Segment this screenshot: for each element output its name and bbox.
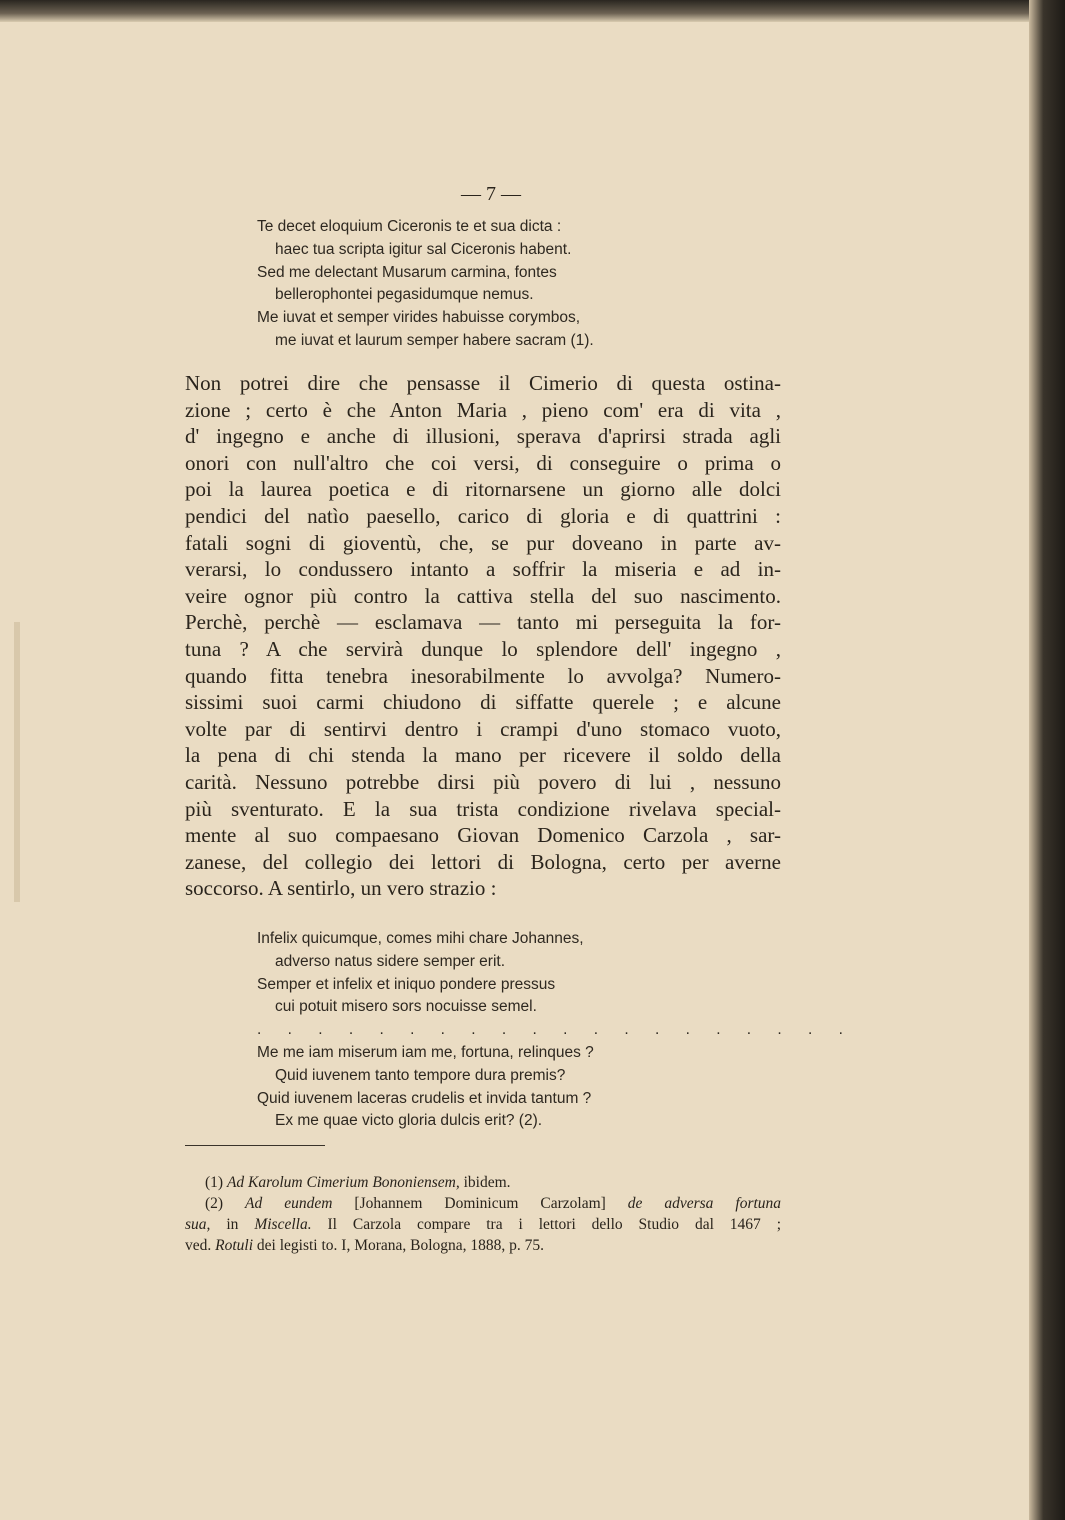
scan-right-edge: [1029, 0, 1065, 1520]
text-line: mente al suo compaesano Giovan Domenico Carzola , sar-: [185, 823, 781, 848]
footnote-text: [Johannem Dominicum Carzolam]: [354, 1195, 606, 1212]
verse-line: Quid iuvenem laceras crudelis et invida tantum ?: [257, 1089, 592, 1107]
text-line: soccorso. A sentirlo, un vero strazio :: [185, 876, 497, 901]
verse-line: adverso natus sidere semper erit.: [275, 952, 506, 970]
verse-block-2: [257, 928, 854, 1133]
footnote-text: in: [226, 1216, 239, 1233]
text-line: tuna ? A che servirà dunque lo splendore dell' ingegno ,: [185, 636, 781, 661]
text-line: veire ognor più contro la cattiva stella del suo nascimento.: [185, 583, 781, 608]
verse-block-1: [257, 216, 594, 353]
footnote-2: [185, 1193, 781, 1214]
text-line: quando fitta tenebra inesorabilmente lo avvolga? Numero-: [185, 663, 781, 688]
text-line: pendici del natìo paesello, carico di gloria e di quattrini :: [185, 503, 781, 528]
verse-line: Ex me quae victo gloria dulcis erit? (2).: [275, 1112, 543, 1130]
footnote-2-line-3: [185, 1235, 781, 1256]
text-line: la pena di chi stenda la mano per ricevere il soldo della: [185, 743, 781, 768]
verse-line: Me me iam miserum iam me, fortuna, relinques ?: [257, 1043, 594, 1061]
footnote-1: [185, 1172, 781, 1193]
verse-line: Te decet eloquium Ciceronis te et sua dicta :: [257, 218, 562, 235]
verse-line: Sed me delectant Musarum carmina, fontes: [257, 263, 557, 281]
footnote-mark: (1): [205, 1174, 224, 1191]
scan-top-edge: [0, 0, 1065, 22]
footnote-source: Miscella.: [254, 1216, 312, 1233]
verse-line: Quid iuvenem tanto tempore dura premis?: [275, 1066, 566, 1084]
body-paragraph: [185, 370, 781, 902]
footnotes: [185, 1172, 781, 1256]
text-line: zanese, del collegio dei lettori di Bologna, certo per averne: [185, 849, 781, 874]
text-line: verarsi, lo condussero intanto a soffrir la miseria e ad in-: [185, 557, 781, 582]
text-line: Perchè, perchè — esclamava — tanto mi perseguita la for-: [185, 610, 781, 635]
footnote-title: Ad eundem: [245, 1195, 333, 1212]
footnote-title: sua,: [185, 1216, 211, 1233]
footnote-text: dei legisti to. I, Morana, Bologna, 1888, p. 75.: [256, 1237, 545, 1254]
footnote-separator: [185, 1145, 325, 1146]
text-line: d' ingegno e anche di illusioni, sperava d'aprirsi strada agli: [185, 424, 781, 449]
text-line: più sventurato. E la sua trista condizione rivelava special-: [185, 796, 781, 821]
text-line: carità. Nessuno potrebbe dirsi più povero di lui , nessuno: [185, 769, 781, 794]
text-line: sissimi suoi carmi chiudono di siffatte querele ; e alcune: [185, 690, 781, 715]
footnote-title: de adversa fortuna: [627, 1195, 782, 1212]
footnote-text: ibidem.: [463, 1174, 511, 1191]
verse-line: haec tua scripta igitur sal Ciceronis habent.: [275, 240, 572, 258]
text-line: Non potrei dire che pensasse il Cimerio di questa ostina-: [185, 371, 781, 395]
text-line: volte par di sentirvi dentro i crampi d'uno stomaco vuoto,: [185, 716, 781, 741]
verse-line: bellerophontei pegasidumque nemus.: [275, 286, 534, 304]
binding-gutter: [14, 622, 20, 902]
footnote-text: Il Carzola compare tra i lettori dello Studio dal 1467 ;: [327, 1216, 782, 1233]
footnote-mark: (2): [205, 1195, 224, 1212]
footnote-text: ved.: [185, 1237, 212, 1254]
text-line: fatali sogni di gioventù, che, se pur doveano in parte av-: [185, 530, 781, 555]
verse-line: me iuvat et laurum semper habere sacram (1).: [275, 331, 594, 349]
text-line: zione ; certo è che Anton Maria , pieno com' era di vita ,: [185, 397, 781, 422]
page-number: — 7 —: [461, 183, 521, 205]
text-line: poi la laurea poetica e di ritornarsene un giorno alle dolci: [185, 477, 781, 502]
text-line: onori con null'altro che coi versi, di conseguire o prima o: [185, 450, 781, 475]
ellipsis-line: . . . . . . . . . . . . . . . . . . . .: [257, 1021, 854, 1039]
verse-line: cui potuit misero sors nocuisse semel.: [275, 998, 537, 1016]
footnote-source: Rotuli: [215, 1237, 254, 1254]
verse-line: Me iuvat et semper virides habuisse corymbos,: [257, 309, 581, 327]
footnote-2-line-2: [185, 1214, 781, 1235]
verse-line: Semper et infelix et iniquo pondere pressus: [257, 975, 556, 993]
verse-line: Infelix quicumque, comes mihi chare Johannes,: [257, 930, 584, 947]
footnote-title: Ad Karolum Cimerium Bononiensem,: [226, 1174, 460, 1191]
